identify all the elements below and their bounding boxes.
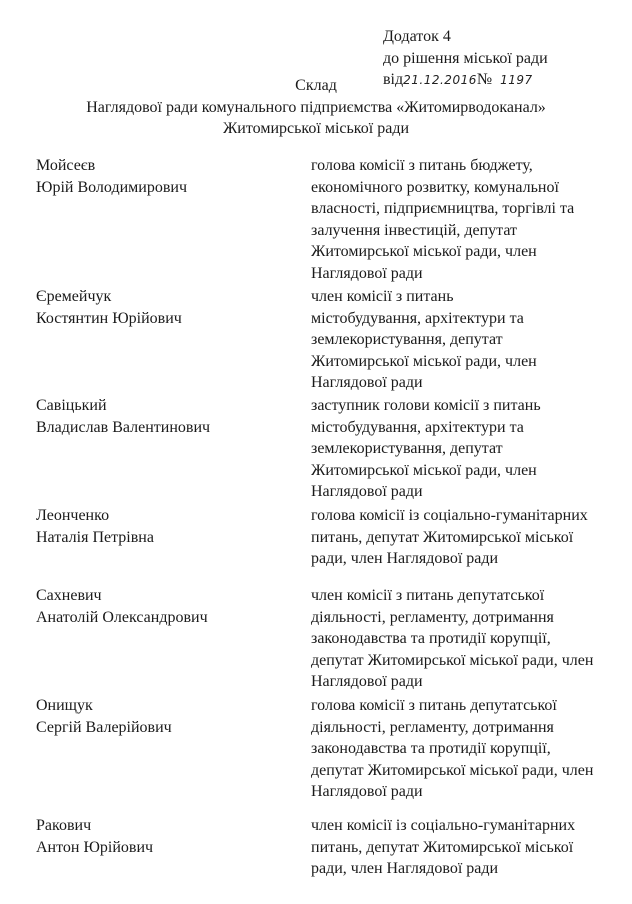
member-role — [311, 695, 616, 803]
role-line: власності, підприємництва, торгівлі та — [311, 200, 575, 217]
role-line: ради, член Наглядової ради — [311, 860, 499, 877]
annex-date-handwritten: 21.12.2016 — [403, 73, 477, 87]
role-line: заступник голови комісії з питань — [311, 397, 541, 414]
member-name — [36, 695, 296, 738]
member-role — [311, 286, 616, 394]
member-role — [311, 155, 616, 284]
member-role — [311, 395, 616, 503]
role-line: Житомирської міської ради, член — [311, 461, 537, 479]
member-given-names: Антон Юрійович — [36, 838, 154, 856]
member-name — [36, 815, 296, 858]
role-line: землекористування, депутат — [311, 331, 503, 348]
member-given-names: Владислав Валентинович — [36, 418, 211, 436]
role-line: землекористування, депутат — [311, 440, 503, 457]
role-line: містобудування, архітектури та — [311, 309, 524, 327]
role-line: депутат Житомирської міської ради, член — [311, 761, 594, 779]
annex-date-prefix: від — [383, 71, 404, 88]
member-surname: Леонченко — [36, 507, 110, 524]
annex-number-sign: № — [476, 71, 493, 88]
role-line: Наглядової ради — [311, 483, 423, 500]
role-line: ради, член Наглядової ради — [311, 550, 499, 567]
role-line: законодавства та протидії корупції, — [311, 740, 551, 757]
title-line-2: Наглядової ради комунального підприємства «Житомирводоканал» — [86, 98, 546, 116]
role-line: Наглядової ради — [311, 264, 423, 282]
role-line: питань, депутат Житомирської міської — [311, 528, 574, 546]
role-line: залучення інвестицій, депутат — [311, 221, 518, 239]
member-surname: Савіцький — [36, 397, 107, 414]
member-surname: Ракович — [36, 817, 92, 834]
member-given-names: Сергій Валерійович — [36, 718, 172, 736]
member-name — [36, 585, 296, 628]
member-surname: Єремейчук — [36, 288, 112, 305]
member-surname: Онищук — [36, 697, 93, 714]
member-name — [36, 286, 296, 329]
title-line-1: Склад — [295, 77, 337, 94]
role-line: діяльності, регламенту, дотримання — [311, 718, 554, 736]
role-line: Наглядової ради — [311, 374, 423, 391]
role-line: діяльності, регламенту, дотримання — [311, 608, 554, 626]
member-given-names: Костянтин Юрійович — [36, 309, 182, 327]
title-line-3: Житомирської міської ради — [222, 120, 410, 137]
document-title — [0, 75, 632, 140]
member-role — [311, 505, 616, 570]
member-name — [36, 155, 296, 198]
role-line: член комісії з питань депутатської — [311, 587, 545, 604]
role-line: депутат Житомирської міської ради, член — [311, 651, 594, 669]
role-line: законодавства та протидії корупції, — [311, 630, 551, 647]
role-line: член комісії із соціально-гуманітарних — [311, 817, 576, 834]
member-given-names: Наталія Петрівна — [36, 528, 154, 546]
member-surname: Мойсеєв — [36, 157, 96, 174]
member-role — [311, 585, 616, 693]
role-line: голова комісії з питань бюджету, — [311, 157, 533, 174]
role-line: Наглядової ради — [311, 673, 423, 690]
member-role — [311, 815, 616, 880]
member-given-names: Анатолій Олександрович — [36, 608, 208, 626]
role-line: містобудування, архітектури та — [311, 418, 524, 436]
annex-decision-ref: до рішення міської ради — [383, 49, 548, 67]
annex-decision-number-handwritten: 1197 — [500, 73, 533, 87]
role-line: економічного розвитку, комунальної — [311, 178, 559, 196]
role-line: Наглядової ради — [311, 783, 423, 800]
role-line: голова комісії із соціально-гуманітарних — [311, 507, 588, 524]
role-line: голова комісії з питань депутатської — [311, 697, 557, 714]
member-given-names: Юрій Володимирович — [36, 178, 187, 196]
role-line: Житомирської міської ради, член — [311, 243, 537, 260]
member-name — [36, 395, 296, 438]
annex-number: Додаток 4 — [383, 28, 451, 45]
member-name — [36, 505, 296, 548]
role-line: питань, депутат Житомирської міської — [311, 838, 574, 856]
role-line: член комісії з питань — [311, 288, 454, 305]
member-surname: Сахневич — [36, 587, 102, 604]
role-line: Житомирської міської ради, член — [311, 352, 537, 370]
